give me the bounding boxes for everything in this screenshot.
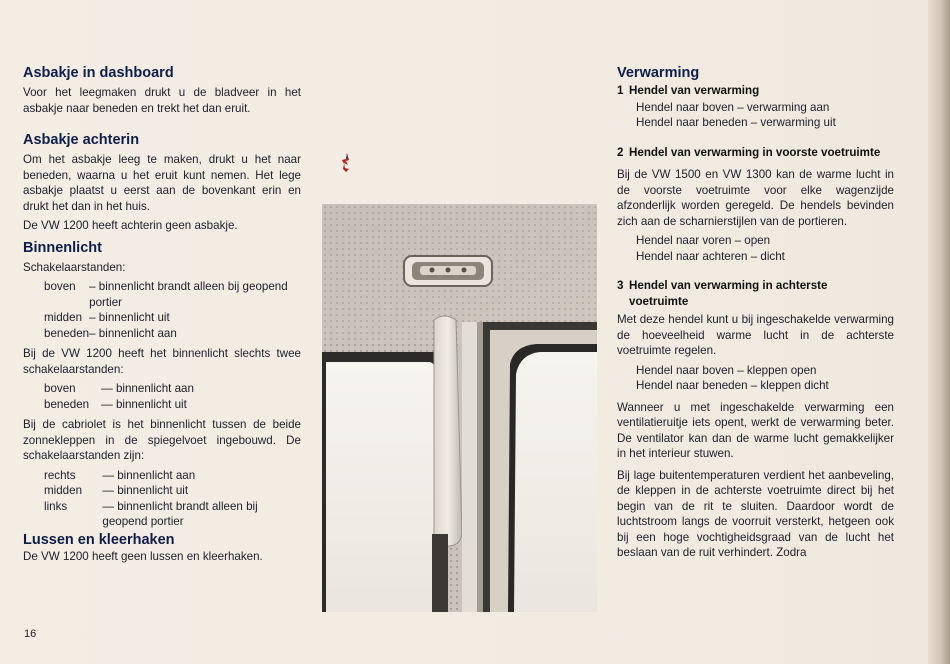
heading-asbakje-achterin: Asbakje achterin — [23, 132, 140, 148]
paragraph-vw1200-binnenlicht: Bij de VW 1200 heeft het binnenlicht slechts twee schakelaarstanden: — [23, 347, 301, 376]
paragraph-achterste-voetruimte: Met deze hendel kunt u bij ingeschakelde verwarming de hoeveelheid warme lucht in de achterste voetruimte regelen. — [617, 313, 894, 357]
switch-row — [23, 310, 299, 326]
lever-setting: Hendel naar boven – verwarming aan — [636, 100, 830, 114]
switch-row — [23, 326, 299, 342]
switch-row — [23, 468, 301, 484]
switch-key: midden — [44, 311, 83, 324]
paragraph-voorste-voetruimte: Bij de VW 1500 en VW 1300 kan de warme lucht in de voorste voetruimte voor elke wagenzijde afzonderlijk worden geregeld. De hendels bevinden zich aan de scharnierstijlen van de portieren. — [617, 168, 894, 228]
subheading-hendel-2 — [617, 145, 894, 161]
item-number: 1 — [617, 84, 624, 97]
page-number: 16 — [24, 628, 37, 640]
paragraph-cabriolet: Bij de cabriolet is het binnenlicht tussen de beide zonnekleppen in de spiegelvoet ingebouwd. De schakelaarstanden zijn: — [23, 418, 301, 462]
switch-row — [23, 483, 301, 499]
switch-key: rechts — [44, 468, 76, 482]
switch-key: boven — [44, 280, 76, 293]
page-edge — [928, 0, 950, 664]
heading-verwarming: Verwarming — [617, 65, 700, 81]
subheading-hendel-1 — [617, 83, 894, 99]
switch-row — [23, 381, 301, 397]
paragraph-schakelaarstanden: Schakelaarstanden: — [23, 260, 126, 274]
switch-value: – binnenlicht aan — [89, 326, 177, 340]
left-column — [23, 64, 301, 568]
switch-row — [23, 279, 299, 310]
lever-settings-3 — [617, 363, 894, 394]
subheading-label: Hendel van verwarming in voorste voetruimte — [629, 145, 881, 159]
switch-value: — binnenlicht aan — [102, 468, 196, 482]
printer-ornament-icon — [340, 152, 354, 174]
lever-setting: Hendel naar voren – open — [636, 234, 771, 247]
subheading-hendel-3 — [617, 278, 894, 309]
lever-setting: Hendel naar boven – kleppen open — [636, 363, 817, 377]
switch-value: – binnenlicht uit — [89, 311, 170, 324]
switch-key: boven — [44, 382, 76, 395]
switch-value: — binnenlicht aan — [101, 382, 194, 395]
heading-binnenlicht: Binnenlicht — [23, 239, 102, 256]
subheading-label: Hendel van verwarming — [629, 84, 760, 97]
right-column — [617, 64, 894, 565]
interior-photo — [322, 204, 597, 612]
paragraph-buitentemperaturen: Bij lage buitentemperaturen verdient het aanbeveling, de kleppen in de achterste voetruimte direct bij het begin van de rit te sluiten. Daardoor wordt de luchtstroom langs de voorruit versterkt, hetgeen ook bij een hoge vochtigheidsgraad van de lucht het beslaan van de ruit verhindert. Zodra — [617, 468, 894, 559]
item-number: 3 — [617, 279, 624, 292]
paragraph-lussen: De VW 1200 heeft geen lussen en kleerhaken. — [23, 549, 263, 563]
switch-row — [23, 499, 301, 530]
heading-asbakje-dashboard: Asbakje in dashboard — [23, 65, 174, 81]
lever-setting: Hendel naar achteren – dicht — [636, 249, 785, 263]
switch-value: — binnenlicht uit — [101, 397, 187, 411]
lever-settings-2 — [617, 233, 894, 264]
switch-value: — binnenlicht uit — [102, 484, 189, 497]
switch-value: – binnenlicht brandt alleen bij geopend portier — [89, 280, 288, 309]
switch-key: beneden — [44, 326, 90, 340]
switch-table-vw1200 — [23, 381, 301, 412]
switch-row — [23, 397, 301, 413]
item-number: 2 — [617, 145, 624, 159]
paragraph-asbakje-achterin: Om het asbakje leeg te maken, drukt u het naar beneden, waarna u het eruit kunt nemen. Het lege asbakje plaatst u eerst aan de bovenkant erin en drukt het dan in het huis. — [23, 153, 301, 213]
switch-table-cabriolet — [23, 468, 301, 530]
heading-lussen: Lussen en kleerhaken — [23, 531, 175, 548]
switch-key: links — [44, 499, 68, 513]
lever-setting: Hendel naar beneden – verwarming uit — [636, 116, 836, 129]
switch-key: beneden — [44, 397, 90, 411]
switch-table — [23, 279, 299, 341]
paragraph-ventilatieruitje: Wanneer u met ingeschakelde verwarming een ventilatieruitje iets opent, werkt de verwarming beter. De ventilator kan dan de warme lucht gemakkelijker in het interieur stuwen. — [617, 400, 894, 460]
subheading-label: Hendel van verwarming in achterste voetruimte — [629, 279, 828, 308]
lever-settings-1 — [617, 100, 894, 131]
switch-key: midden — [44, 484, 83, 497]
switch-value: — binnenlicht brandt alleen bij geopend portier — [102, 499, 258, 528]
paragraph-asbakje-dashboard: Voor het leegmaken drukt u de bladveer in het asbakje naar beneden en trekt het dan eruit. — [23, 86, 301, 115]
paragraph-vw1200-asbakje: De VW 1200 heeft achterin geen asbakje. — [23, 219, 238, 232]
lever-setting: Hendel naar beneden – kleppen dicht — [636, 379, 829, 392]
